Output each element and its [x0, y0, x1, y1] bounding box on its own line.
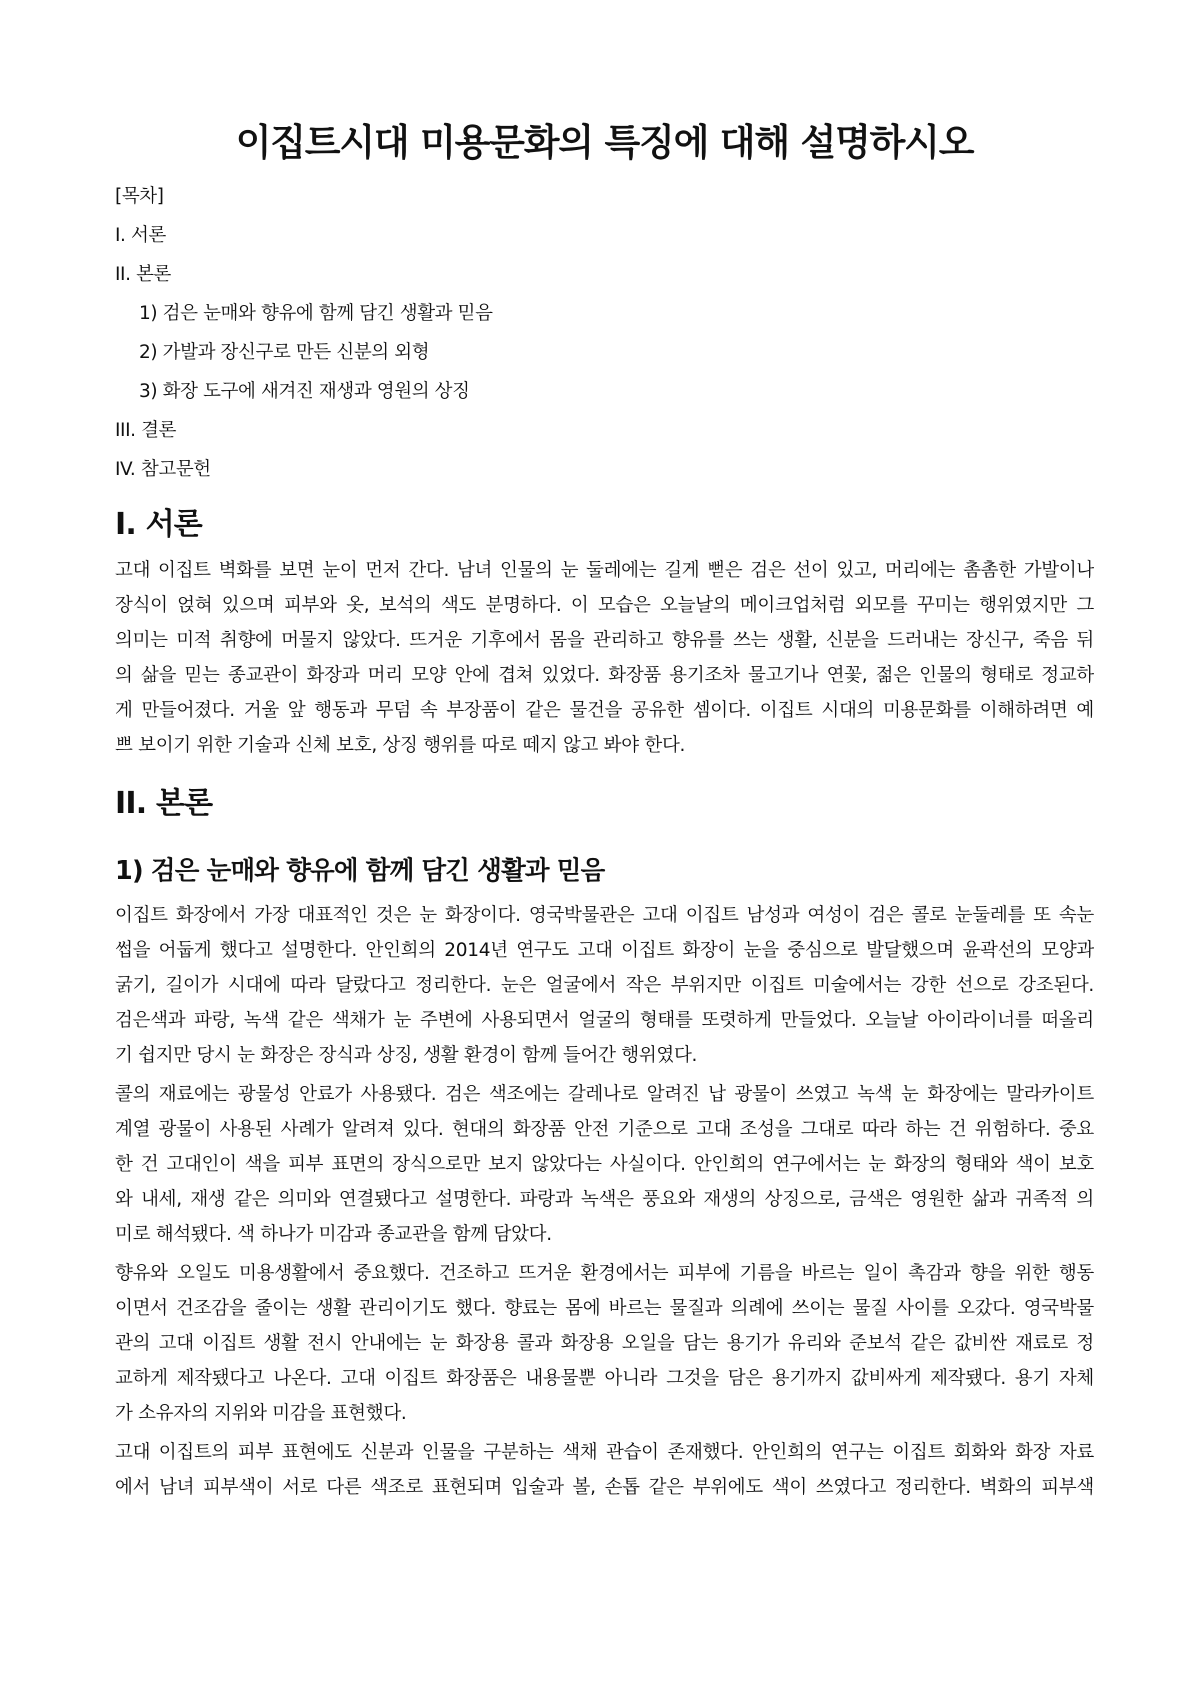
paragraph-line: 기 쉽지만 당시 눈 화장은 장식과 상징, 생활 환경이 함께 들어간 행위였다. — [115, 1045, 698, 1066]
paragraph-line: 한 건 고대인이 색을 피부 표면의 장식으로만 보지 않았다는 사실이다. 안인희의 연구에서는 눈 화장의 형태와 색이 보호 — [115, 1154, 1094, 1175]
toc-item: 1) 검은 눈매와 향유에 함께 담긴 생활과 믿음 — [139, 303, 493, 324]
paragraph-line: 검은색과 파랑, 녹색 같은 색채가 눈 주변에 사용되면서 얼굴의 형태를 또렷하게 만들었다. 오늘날 아이라이너를 떠올리 — [115, 1010, 1094, 1031]
toc-item: 2) 가발과 장신구로 만든 신분의 외형 — [139, 342, 430, 363]
toc-item: IV. 참고문헌 — [115, 459, 211, 480]
paragraph-line: 쁘 보이기 위한 기술과 신체 보호, 상징 행위를 따로 떼지 않고 봐야 한다. — [115, 735, 686, 756]
paragraph-line: 향유와 오일도 미용생활에서 중요했다. 건조하고 뜨거운 환경에서는 피부에 기름을 바르는 일이 촉감과 향을 위한 행동 — [115, 1263, 1094, 1284]
paragraph-line: 썹을 어둡게 했다고 설명한다. 안인희의 2014년 연구도 고대 이집트 화장이 눈을 중심으로 발달했으며 윤곽선의 모양과 — [115, 940, 1094, 961]
paragraph-line: 게 만들어졌다. 거울 앞 행동과 무덤 속 부장품이 같은 물건을 공유한 셈이다. 이집트 시대의 미용문화를 이해하려면 예 — [115, 700, 1094, 721]
toc-item: III. 결론 — [115, 420, 177, 441]
body-paragraph — [115, 1077, 1094, 1252]
paragraph-line: 장식이 얹혀 있으며 피부와 옷, 보석의 색도 분명하다. 이 모습은 오늘날의 메이크업처럼 외모를 꾸미는 행위였지만 그 — [115, 595, 1094, 616]
paragraph-line: 관의 고대 이집트 생활 전시 안내에는 눈 화장용 콜과 화장용 오일을 담는 용기가 유리와 준보석 같은 값비싼 재료로 정 — [115, 1333, 1094, 1354]
section-heading-intro: I. 서론 — [115, 507, 202, 542]
toc-item: II. 본론 — [115, 264, 172, 285]
paragraph-line: 와 내세, 재생 같은 의미와 연결됐다고 설명한다. 파랑과 녹색은 풍요와 재생의 상징으로, 금색은 영원한 삶과 귀족적 의 — [115, 1189, 1094, 1210]
intro-paragraph — [115, 553, 1094, 763]
toc-item: I. 서론 — [115, 225, 166, 246]
paragraph-line: 이면서 건조감을 줄이는 생활 관리이기도 했다. 향료는 몸에 바르는 물질과 의례에 쓰이는 물질 사이를 오갔다. 영국박물 — [115, 1298, 1094, 1319]
toc-heading: [목차] — [115, 186, 164, 207]
body-paragraph — [115, 1435, 1094, 1505]
paragraph-line: 교하게 제작됐다고 나온다. 고대 이집트 화장품은 내용물뿐 아니라 그것을 담은 용기까지 값비싸게 제작됐다. 용기 자체 — [115, 1368, 1094, 1389]
body-paragraph — [115, 1256, 1094, 1431]
paragraph-line: 계열 광물이 사용된 사례가 알려져 있다. 현대의 화장품 안전 기준으로 고대 조성을 그대로 따라 하는 건 위험하다. 중요 — [115, 1119, 1094, 1140]
document-title: 이집트시대 미용문화의 특징에 대해 설명하시오 — [235, 121, 974, 164]
paragraph-line: 고대 이집트의 피부 표현에도 신분과 인물을 구분하는 색채 관습이 존재했다. 안인희의 연구는 이집트 회화와 화장 자료 — [115, 1442, 1094, 1463]
paragraph-line: 미로 해석됐다. 색 하나가 미감과 종교관을 함께 담았다. — [115, 1224, 552, 1245]
toc-item: 3) 화장 도구에 새겨진 재생과 영원의 상징 — [139, 381, 470, 402]
subsection-heading-1: 1) 검은 눈매와 향유에 함께 담긴 생활과 믿음 — [115, 856, 605, 886]
table-of-contents — [115, 185, 1094, 497]
paragraph-line: 콜의 재료에는 광물성 안료가 사용됐다. 검은 색조에는 갈레나로 알려진 납 광물이 쓰였고 녹색 눈 화장에는 말라카이트 — [115, 1084, 1094, 1105]
section-heading-body: II. 본론 — [115, 786, 213, 821]
paragraph-line: 가 소유자의 지위와 미감을 표현했다. — [115, 1403, 407, 1424]
paragraph-line: 굵기, 길이가 시대에 따라 달랐다고 정리한다. 눈은 얼굴에서 작은 부위지만 이집트 미술에서는 강한 선으로 강조된다. — [115, 975, 1094, 996]
paragraph-line: 고대 이집트 벽화를 보면 눈이 먼저 간다. 남녀 인물의 눈 둘레에는 길게 뻗은 검은 선이 있고, 머리에는 촘촘한 가발이나 — [115, 560, 1094, 581]
paragraph-line: 이집트 화장에서 가장 대표적인 것은 눈 화장이다. 영국박물관은 고대 이집트 남성과 여성이 검은 콜로 눈둘레를 또 속눈 — [115, 905, 1094, 926]
paragraph-line: 의 삶을 믿는 종교관이 화장과 머리 모양 안에 겹쳐 있었다. 화장품 용기조차 물고기나 연꽃, 젊은 인물의 형태로 정교하 — [115, 665, 1094, 686]
paragraph-line: 의미는 미적 취향에 머물지 않았다. 뜨거운 기후에서 몸을 관리하고 향유를 쓰는 생활, 신분을 드러내는 장신구, 죽음 뒤 — [115, 630, 1094, 651]
paragraph-line: 에서 남녀 피부색이 서로 다른 색조로 표현되며 입술과 볼, 손톱 같은 부위에도 색이 쓰였다고 정리한다. 벽화의 피부색 — [115, 1477, 1094, 1498]
body-paragraph — [115, 898, 1094, 1073]
